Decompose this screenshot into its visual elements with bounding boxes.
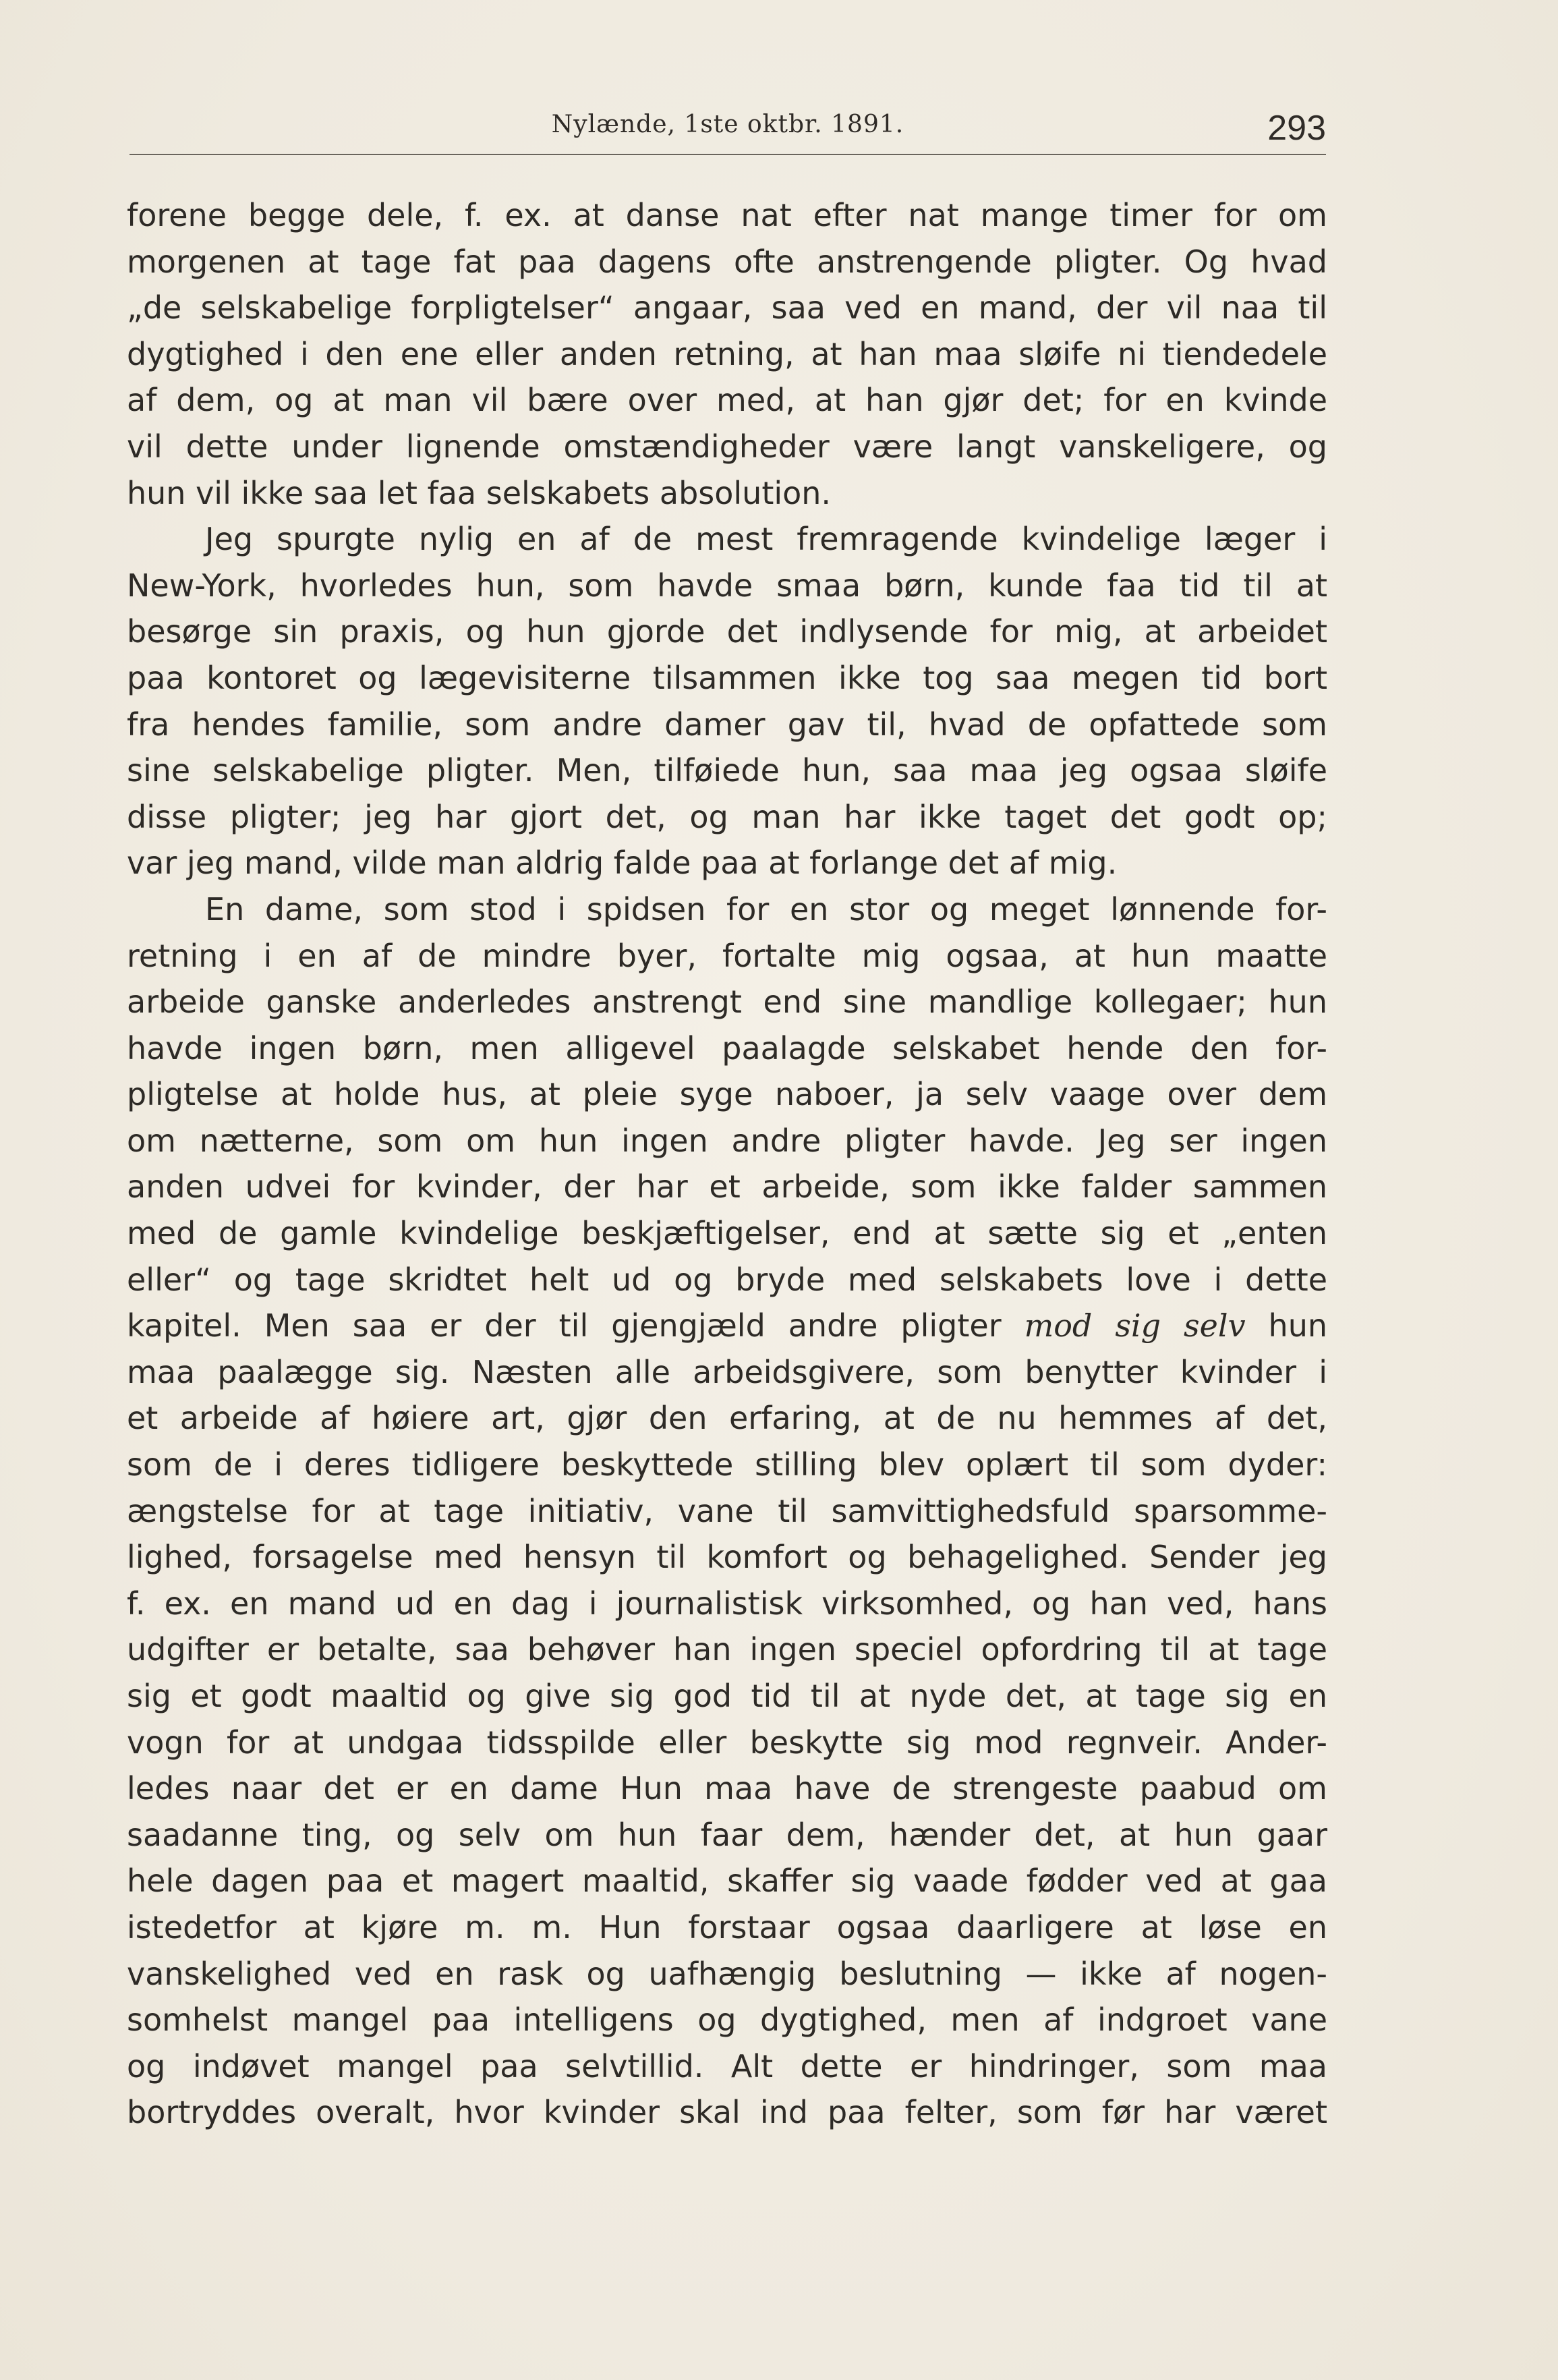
text-line: f. ex. en mand ud en dag i journalistisk virksomhed, og han ved, hans bbox=[127, 1585, 1327, 1622]
text-line: retning i en af de mindre byer, fortalte mig ogsaa, at hun maatte bbox=[127, 937, 1327, 974]
text-line: af dem, og at man vil bære over med, at han gjør det; for en kvinde bbox=[127, 382, 1327, 419]
text-line: vil dette under lignende omstændigheder være langt vanskeligere, og bbox=[127, 428, 1327, 465]
text-line: udgifter er betalte, saa behøver han ingen speciel opfordring til at tage bbox=[127, 1631, 1327, 1668]
text-line: hun vil ikke saa let faa selskabets absolution. bbox=[127, 474, 832, 511]
text-line: New-York, hvorledes hun, som havde smaa børn, kunde faa tid til at bbox=[127, 567, 1327, 604]
header-rule bbox=[129, 154, 1326, 155]
text-line: ledes naar det er en dame Hun maa have de strengeste paabud om bbox=[127, 1770, 1327, 1807]
text-line: maa paalægge sig. Næsten alle arbeidsgivere, som benytter kvinder i bbox=[127, 1353, 1327, 1390]
text-line: om nætterne, som om hun ingen andre pligter havde. Jeg ser ingen bbox=[127, 1122, 1327, 1159]
text-line: vanskelighed ved en rask og uafhængig beslutning — ikke af nogen- bbox=[127, 1955, 1327, 1992]
body-text bbox=[127, 192, 1327, 2136]
text-line: disse pligter; jeg har gjort det, og man har ikke taget det godt op; bbox=[127, 798, 1327, 835]
text-line: eller“ og tage skridtet helt ud og bryde med selskabets love i dette bbox=[127, 1261, 1327, 1298]
text-line-with-emphasis bbox=[127, 1303, 1327, 1349]
text-line: som de i deres tidligere beskyttede stilling blev oplært til som dyder: bbox=[127, 1446, 1327, 1483]
text-line: „de selskabelige forpligtelser“ angaar, saa ved en mand, der vil naa til bbox=[127, 289, 1327, 327]
text-line: ængstelse for at tage initiativ, vane til samvittighedsfuld sparsomme- bbox=[127, 1492, 1327, 1529]
running-header bbox=[129, 101, 1326, 155]
page-number: 293 bbox=[1267, 109, 1326, 148]
text-line: anden udvei for kvinder, der har et arbeide, som ikke falder sammen bbox=[127, 1168, 1327, 1206]
text-line: og indøvet mangel paa selvtillid. Alt dette er hindringer, som maa bbox=[127, 2047, 1327, 2085]
italic-emphasis: mod sig selv bbox=[1024, 1307, 1246, 1344]
text-line: Jeg spurgte nylig en af de mest fremragende kvindelige læger i bbox=[205, 521, 1327, 558]
text-line: somhelst mangel paa intelligens og dygtighed, men af indgroet vane bbox=[127, 2002, 1327, 2039]
text-line: et arbeide af høiere art, gjør den erfaring, at de nu hemmes af det, bbox=[127, 1400, 1327, 1437]
text-line: besørge sin praxis, og hun gjorde det indlysende for mig, at arbeidet bbox=[127, 613, 1327, 650]
text-line: vogn for at undgaa tidsspilde eller beskytte sig mod regnveir. Ander- bbox=[127, 1724, 1327, 1761]
text-line: sig et godt maaltid og give sig god tid til at nyde det, at tage sig en bbox=[127, 1678, 1327, 1714]
text-line: En dame, som stod i spidsen for en stor og meget lønnende for- bbox=[205, 890, 1327, 928]
text-segment: hun bbox=[1245, 1307, 1328, 1344]
text-line: morgenen at tage fat paa dagens ofte anstrengende pligter. Og hvad bbox=[127, 243, 1327, 280]
text-line: lighed, forsagelse med hensyn til komfort og behagelighed. Sender jeg bbox=[127, 1539, 1327, 1576]
text-line: arbeide ganske anderledes anstrengt end sine mandlige kollegaer; hun bbox=[127, 984, 1327, 1021]
text-segment: kapitel. Men saa er der til gjengjæld andre pligter bbox=[127, 1307, 1025, 1344]
text-line: med de gamle kvindelige beskjæftigelser, end at sætte sig et „enten bbox=[127, 1215, 1327, 1252]
text-line: havde ingen børn, men alligevel paalagde selskabet hende den for- bbox=[127, 1029, 1327, 1067]
text-line: paa kontoret og lægevisiterne tilsammen ikke tog saa megen tid bort bbox=[127, 659, 1327, 696]
text-line: forene begge dele, f. ex. at danse nat efter nat mange timer for om bbox=[127, 197, 1327, 233]
text-line: var jeg mand, vilde man aldrig falde paa at forlange det af mig. bbox=[127, 845, 1118, 882]
text-line: saadanne ting, og selv om hun faar dem, hænder det, at hun gaar bbox=[127, 1816, 1327, 1853]
text-line: dygtighed i den ene eller anden retning, at han maa sløife ni tiendedele bbox=[127, 335, 1327, 372]
text-line: pligtelse at holde hus, at pleie syge naboer, ja selv vaage over dem bbox=[127, 1076, 1327, 1113]
header-title: Nylænde, 1ste oktbr. 1891. bbox=[551, 111, 904, 138]
text-line: istedetfor at kjøre m. m. Hun forstaar ogsaa daarligere at løse en bbox=[127, 1908, 1327, 1946]
text-line: bortryddes overalt, hvor kvinder skal ind paa felter, som før har været bbox=[127, 2094, 1327, 2131]
text-line: hele dagen paa et magert maaltid, skaffer sig vaade fødder ved at gaa bbox=[127, 1863, 1327, 1900]
text-line: fra hendes familie, som andre damer gav til, hvad de opfattede som bbox=[127, 706, 1327, 743]
text-line: sine selskabelige pligter. Men, tilføiede hun, saa maa jeg ogsaa sløife bbox=[127, 752, 1327, 789]
